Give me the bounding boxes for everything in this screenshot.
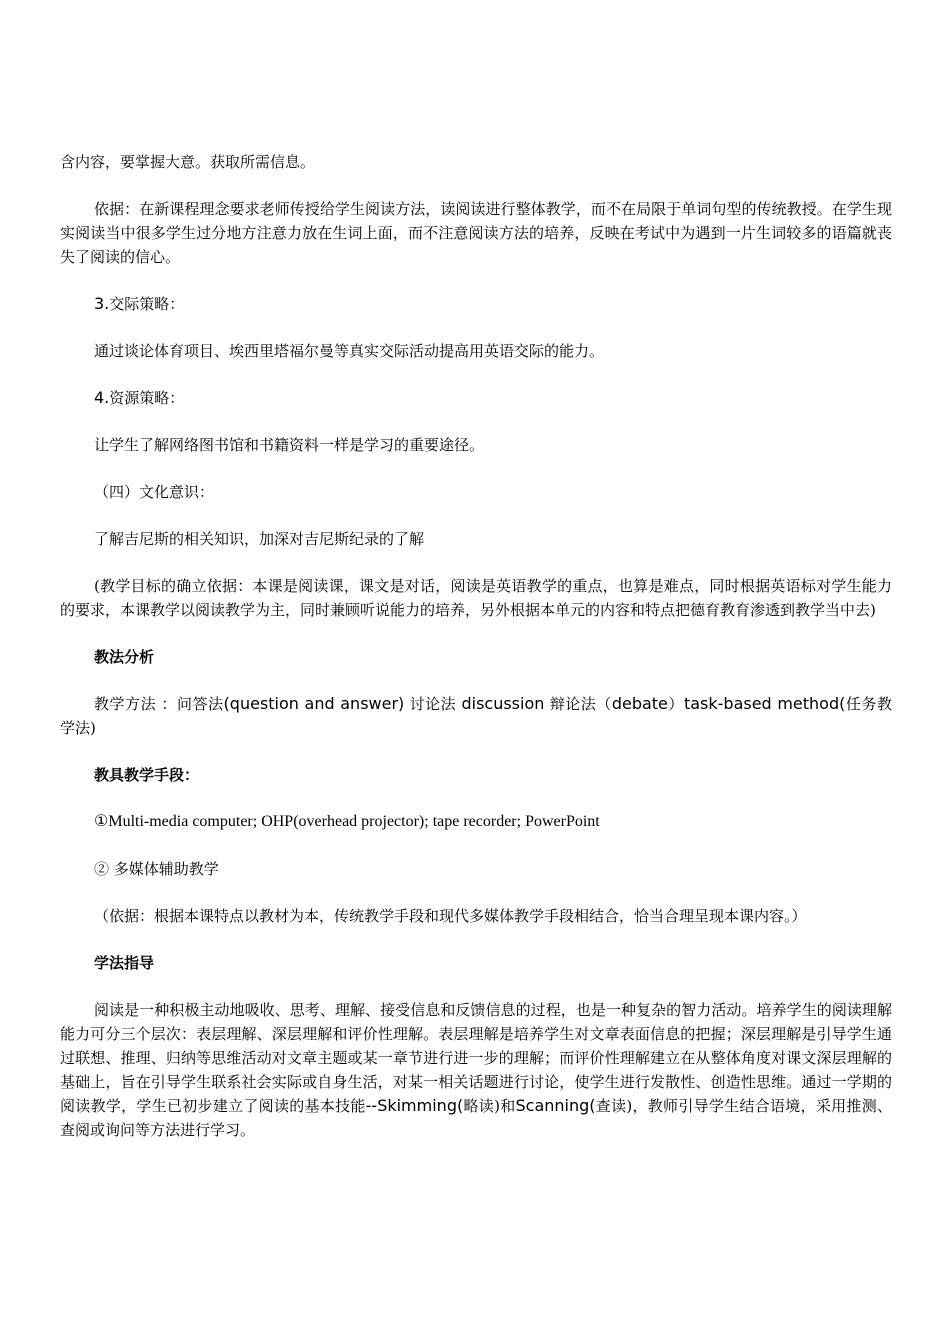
- heading-teaching-method: 教法分析: [94, 648, 155, 666]
- text-segment: --Skimming(: [365, 1096, 464, 1115]
- heading-communication-strategy: [60, 292, 892, 316]
- heading-text: 交际策略：: [109, 295, 185, 313]
- text-segment: 阅读是一种积极主动地吸收、思考、理解、接受信息和反馈信息的过程，也是一种复杂的智力活动。培养学生的阅读理解能力可分三个层次：表层理解、深层理解和评价性理解。表层理解是培养学生对文章表面信息的把握；深层理解是引导学生通过联想、推理、归纳等思维活动对文章主题或某一章节进行进一步的理解；而评价性理解建立在从整体角度对课文深层理解的基础上，旨在引导学生联系社会实际或自身生活，对某一相关话题进行讨论，使学生进行发散性、创造性思维。通过一学期的阅读教学，学生已初步建立了阅读的基本技能: [60, 1001, 892, 1115]
- paragraph-tools-list: ①Multi-media computer; OHP(overhead projector); tape recorder; PowerPoint: [94, 813, 600, 830]
- paragraph-objective-basis: (教学目标的确立依据：本课是阅读课，课文是对话，阅读是英语教学的重点，也算是难点，同时根据英语标对学生能力的要求，本课教学以阅读教学为主，同时兼顾听说能力的培养，另外根据本单元的内容和特点把德育教育渗透到教学当中去): [60, 577, 892, 619]
- paragraph-communication: 通过谈论体育项目、埃西里塔福尔曼等真实交际活动提高用英语交际的能力。: [94, 342, 605, 360]
- heading-study-guidance: 学法指导: [94, 954, 155, 972]
- heading-text: 资源策略：: [109, 389, 185, 407]
- text-segment: 辩论法（: [544, 695, 612, 713]
- text-segment: debate: [611, 694, 668, 713]
- paragraph-guinness: 了解吉尼斯的相关知识，加深对吉尼斯纪录的了解: [94, 530, 425, 548]
- heading-number: 4.: [94, 388, 110, 407]
- text-segment: 讨论法: [404, 695, 462, 713]
- paragraph-intro-continuation: 含内容，要掌握大意。获取所需信息。: [60, 153, 316, 171]
- text-segment: Scanning(: [515, 1096, 596, 1115]
- paragraph-teaching-methods: [60, 692, 892, 740]
- paragraph-tools-basis: （依据：根据本课特点以教材为本，传统教学手段和现代多媒体教学手段相结合，恰当合理呈现本课内容。）: [94, 907, 807, 925]
- text-segment: task-based method(: [683, 694, 846, 713]
- paragraph-multimedia: ② 多媒体辅助教学: [94, 860, 219, 878]
- text-segment: 略读)和: [463, 1097, 516, 1115]
- paragraph-resources: 让学生了解网络图书馆和书籍资料一样是学习的重要途径。: [94, 436, 485, 454]
- text-segment: 任务教学法): [60, 695, 892, 737]
- text-segment: 教学方法 ：问答法: [94, 695, 224, 713]
- text-segment: ）: [667, 695, 684, 713]
- heading-teaching-tools: 教具教学手段：: [94, 766, 200, 784]
- document-page: [60, 150, 892, 1165]
- heading-culture: （四）文化意识：: [94, 483, 215, 501]
- text-segment: discussion: [461, 694, 545, 713]
- heading-number: 3.: [94, 294, 110, 313]
- text-segment: (question and answer): [223, 694, 405, 713]
- text-segment: 查读)，教师引导学生结合语境，采用推测、查阅或询问等方法进行学习。: [60, 1097, 892, 1139]
- paragraph-reading-levels: [60, 998, 892, 1142]
- heading-resource-strategy: [60, 386, 892, 410]
- paragraph-reading-basis: 依据：在新课程理念要求老师传授给学生阅读方法，读阅读进行整体教学，而不在局限于单词句型的传统教授。在学生现实阅读当中很多学生过分地方注意力放在生词上面，而不注意阅读方法的培养，反映在考试中为遇到一片生词较多的语篇就丧失了阅读的信心。: [60, 200, 892, 266]
